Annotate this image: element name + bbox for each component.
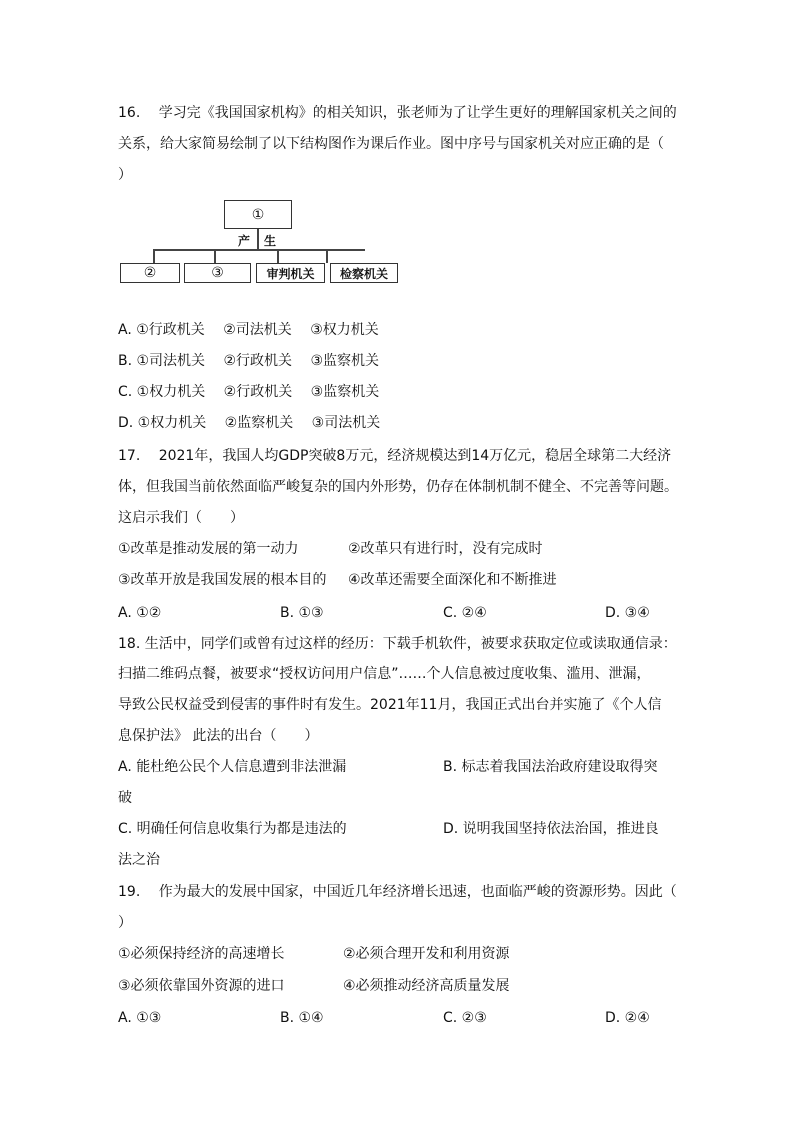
q19-option-c[interactable]: C. ②③	[443, 1010, 487, 1026]
q16-option-d[interactable]: D. ①权力机关 ②监察机关 ③司法机关	[118, 415, 381, 431]
q17-item-1: ①改革是推动发展的第一动力	[118, 541, 299, 557]
q19-option-b[interactable]: B. ①④	[280, 1010, 324, 1026]
diagram-box-3: ③	[184, 263, 251, 283]
diagram-label-generate: 生	[264, 234, 277, 248]
q19-stem-line: 19. 作为最大的发展中国家，中国近几年经济增长迅速，也面临严峻的资源形势。因此（	[118, 884, 677, 900]
q18-stem-line: 息保护法》 此法的出台（ ）	[118, 728, 319, 744]
q16-stem-line: 16. 学习完《我国国家机构》的相关知识，张老师为了让学生更好的理解国家机关之间的	[118, 105, 677, 121]
diagram-connector	[257, 229, 259, 249]
q17-option-a[interactable]: A. ①②	[118, 605, 162, 621]
q17-option-c[interactable]: C. ②④	[443, 605, 487, 621]
q16-option-b[interactable]: B. ①司法机关 ②行政机关 ③监察机关	[118, 353, 380, 369]
diagram-connector	[153, 249, 155, 263]
q17-item-3: ③改革开放是我国发展的根本目的	[118, 572, 327, 588]
diagram-connector	[214, 249, 216, 263]
q17-item-2: ②改革只有进行时，没有完成时	[348, 541, 543, 557]
q17-stem-line: 体，但我国当前依然面临严峻复杂的国内外形势，仍存在体制机制不健全、不完善等问题。	[118, 479, 678, 495]
q17-option-d[interactable]: D. ③④	[605, 605, 650, 621]
q18-stem-line: 导致公民权益受到侵害的事件时有发生。2021年11月，我国正式出台并实施了《个人信	[118, 697, 662, 713]
q16-option-a[interactable]: A. ①行政机关 ②司法机关 ③权力机关	[118, 322, 379, 338]
diagram-box-1: ①	[224, 200, 292, 229]
q19-option-a[interactable]: A. ①③	[118, 1010, 162, 1026]
q18-stem-line: 18. 生活中，同学们或曾有过这样的经历：下载手机软件，被要求获取定位或读取通信录：	[118, 636, 677, 652]
q18-option-d-cont: 法之治	[118, 852, 160, 868]
q19-option-d[interactable]: D. ②④	[605, 1010, 650, 1026]
q16-option-c[interactable]: C. ①权力机关 ②行政机关 ③监察机关	[118, 384, 380, 400]
diagram-connector	[326, 249, 328, 263]
q18-option-b-cont: 破	[118, 790, 132, 806]
q18-option-b[interactable]: B. 标志着我国法治政府建设取得突	[443, 759, 658, 775]
diagram-connector	[277, 249, 279, 263]
diagram-box-judicial: 审判机关	[256, 263, 325, 283]
q17-item-4: ④改革还需要全面深化和不断推进	[348, 572, 557, 588]
q19-item-4: ④必须推动经济高质量发展	[343, 978, 510, 994]
q18-stem-line: 扫描二维码点餐，被要求“授权访问用户信息”……个人信息被过度收集、滥用、泄漏，	[118, 666, 651, 682]
diagram-connector	[153, 249, 365, 251]
diagram-box-procuratorate: 检察机关	[330, 263, 398, 283]
q17-stem-line: 17. 2021年，我国人均GDP突破8万元，经济规模达到14万亿元，稳居全球第二大经济	[118, 448, 672, 464]
q17-option-b[interactable]: B. ①③	[280, 605, 324, 621]
diagram-box-2: ②	[120, 263, 180, 283]
q19-item-3: ③必须依靠国外资源的进口	[118, 978, 285, 994]
q19-item-2: ②必须合理开发和利用资源	[343, 946, 510, 962]
q17-stem-line: 这启示我们（ ）	[118, 510, 244, 526]
q16-stem-line: ）	[118, 167, 132, 183]
q19-item-1: ①必须保持经济的高速增长	[118, 946, 285, 962]
q19-stem-line: ）	[118, 915, 132, 931]
q18-option-a[interactable]: A. 能杜绝公民个人信息遭到非法泄漏	[118, 759, 347, 775]
q18-option-d[interactable]: D. 说明我国坚持依法治国，推进良	[443, 821, 659, 837]
q18-option-c[interactable]: C. 明确任何信息收集行为都是违法的	[118, 821, 347, 837]
q16-stem-line: 关系，给大家简易绘制了以下结构图作为课后作业。图中序号与国家机关对应正确的是（	[118, 136, 664, 152]
diagram-label-produce: 产	[238, 234, 251, 248]
